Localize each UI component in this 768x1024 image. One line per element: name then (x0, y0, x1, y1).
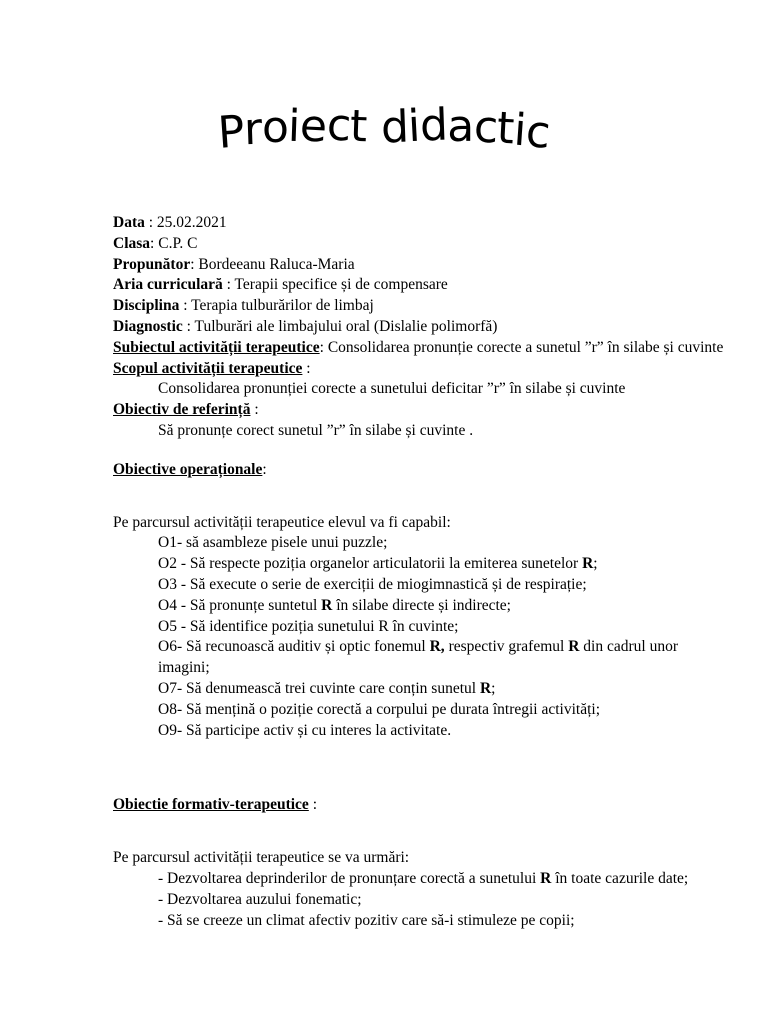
objective-o2: O2 - Să respecte poziția organelor articulatorii la emiterea sunetelor R; (158, 555, 598, 573)
subject-value: Consolidarea pronunție corecte a sunetul ”r” în silabe și cuvinte (327, 338, 724, 356)
title-letter: r (243, 103, 263, 156)
field-label: Data (113, 214, 145, 231)
field-value: C.P. C (158, 234, 198, 252)
objective-o4: O4 - Să pronunțe suntetul R în silabe directe și indirecte; (158, 596, 511, 614)
scope-heading: Scopul activității terapeutice : (113, 359, 311, 377)
reference-text: Să pronunțe corect sunetul ”r” în silabe și cuvinte . (158, 421, 474, 439)
document-body (113, 213, 768, 931)
title-letter: c (523, 106, 552, 159)
formative-item-1: - Dezvoltarea deprinderilor de pronunțare corectă a sunetului R în toate cazurile date; (158, 869, 689, 887)
objective-o6: O6- Să recunoască auditiv și optic fonemul R, respectiv grafemul R din cadrul unor imagini; (158, 638, 678, 677)
title-letter: t (349, 100, 369, 153)
title-letter: P (216, 106, 247, 159)
field-label: Diagnostic (113, 317, 183, 335)
field-clasa: Clasa: C.P. C (113, 234, 198, 252)
formative-item-3: - Să se creeze un climat afectiv pozitiv care să-i stimuleze pe copii; (158, 911, 575, 929)
operational-label: Obiective operaționale (113, 460, 263, 478)
field-value: Terapii specifice și de compensare (234, 276, 448, 294)
field-aria-curricular-: Aria curriculară : Terapii specifice și de compensare (113, 276, 448, 294)
title-letter: i (406, 100, 422, 153)
title-letter: c (325, 99, 352, 152)
formative-heading: Obiectie formativ-terapeutice : (113, 796, 318, 814)
subject-line: Subiectul activității terapeutice: Consolidarea pronunție corecte a sunetul ”r” în silabe și cuvinte (113, 338, 724, 356)
formative-item-2: - Dezvoltarea auzului fonematic; (158, 890, 362, 908)
subject-label: Subiectul activității terapeutice (113, 338, 320, 356)
title-letter: e (298, 100, 329, 153)
objective-o9: O9- Să participe activ și cu interes la activitate. (158, 721, 452, 739)
field-value: Tulburări ale limbajului oral (Dislalie polimorfă) (194, 317, 498, 335)
title-letter: i (287, 100, 302, 153)
title-letter: t (496, 102, 516, 155)
field-label: Disciplina (113, 297, 180, 315)
page-title (216, 82, 552, 159)
objective-o5: O5 - Să identifice poziția sunetului R în cuvinte; (158, 617, 459, 635)
scope-text: Consolidarea pronunției corecte a sunetului deficitar ”r” în silabe și cuvinte (158, 380, 626, 398)
title-letter (367, 103, 381, 153)
field-value: Terapia tulburărilor de limbaj (191, 297, 374, 315)
field-label: Propunător (113, 255, 191, 273)
field-propun-tor: Propunător: Bordeeanu Raluca-Maria (113, 255, 355, 273)
title-container (0, 82, 768, 159)
formative-intro: Pe parcursul activității terapeutice se va urmări: (113, 849, 410, 867)
field-disciplina: Disciplina : Terapia tulburărilor de limbaj (113, 297, 374, 315)
title-letter: c (472, 101, 499, 154)
objective-o3: O3 - Să execute o serie de exerciții de miogimnastică și de respirație; (158, 575, 587, 593)
objective-o8: O8- Să mențină o poziție corectă a corpului pe durata întregii activități; (158, 700, 601, 718)
objective-o1: O1- să asambleze pisele unui puzzle; (158, 534, 388, 552)
objective-o7: O7- Să denumească trei cuvinte care conțin sunetul R; (158, 679, 496, 697)
operational-intro: Pe parcursul activității terapeutice elevul va fi capabil: (113, 513, 451, 531)
formative-label: Obiectie formativ-terapeutice (113, 796, 309, 814)
title-letter: i (512, 104, 528, 157)
field-diagnostic: Diagnostic : Tulburări ale limbajului oral (Dislalie polimorfă) (113, 317, 498, 335)
field-data: Data : 25.02.2021 (113, 214, 227, 231)
title-letter: o (261, 102, 289, 153)
title-letter: a (447, 101, 474, 152)
field-label: Aria curriculară (113, 276, 223, 294)
title-letter: d (418, 99, 449, 152)
field-value: 25.02.2021 (156, 214, 227, 231)
operational-heading: Obiective operaționale: (113, 460, 267, 478)
field-label: Clasa (113, 234, 151, 252)
field-value: Bordeeanu Raluca-Maria (198, 255, 355, 273)
reference-label: Obiectiv de referință (113, 401, 251, 419)
reference-heading: Obiectiv de referință : (113, 401, 259, 419)
scope-label: Scopul activității terapeutice (113, 359, 303, 377)
title-letter: d (379, 101, 409, 154)
